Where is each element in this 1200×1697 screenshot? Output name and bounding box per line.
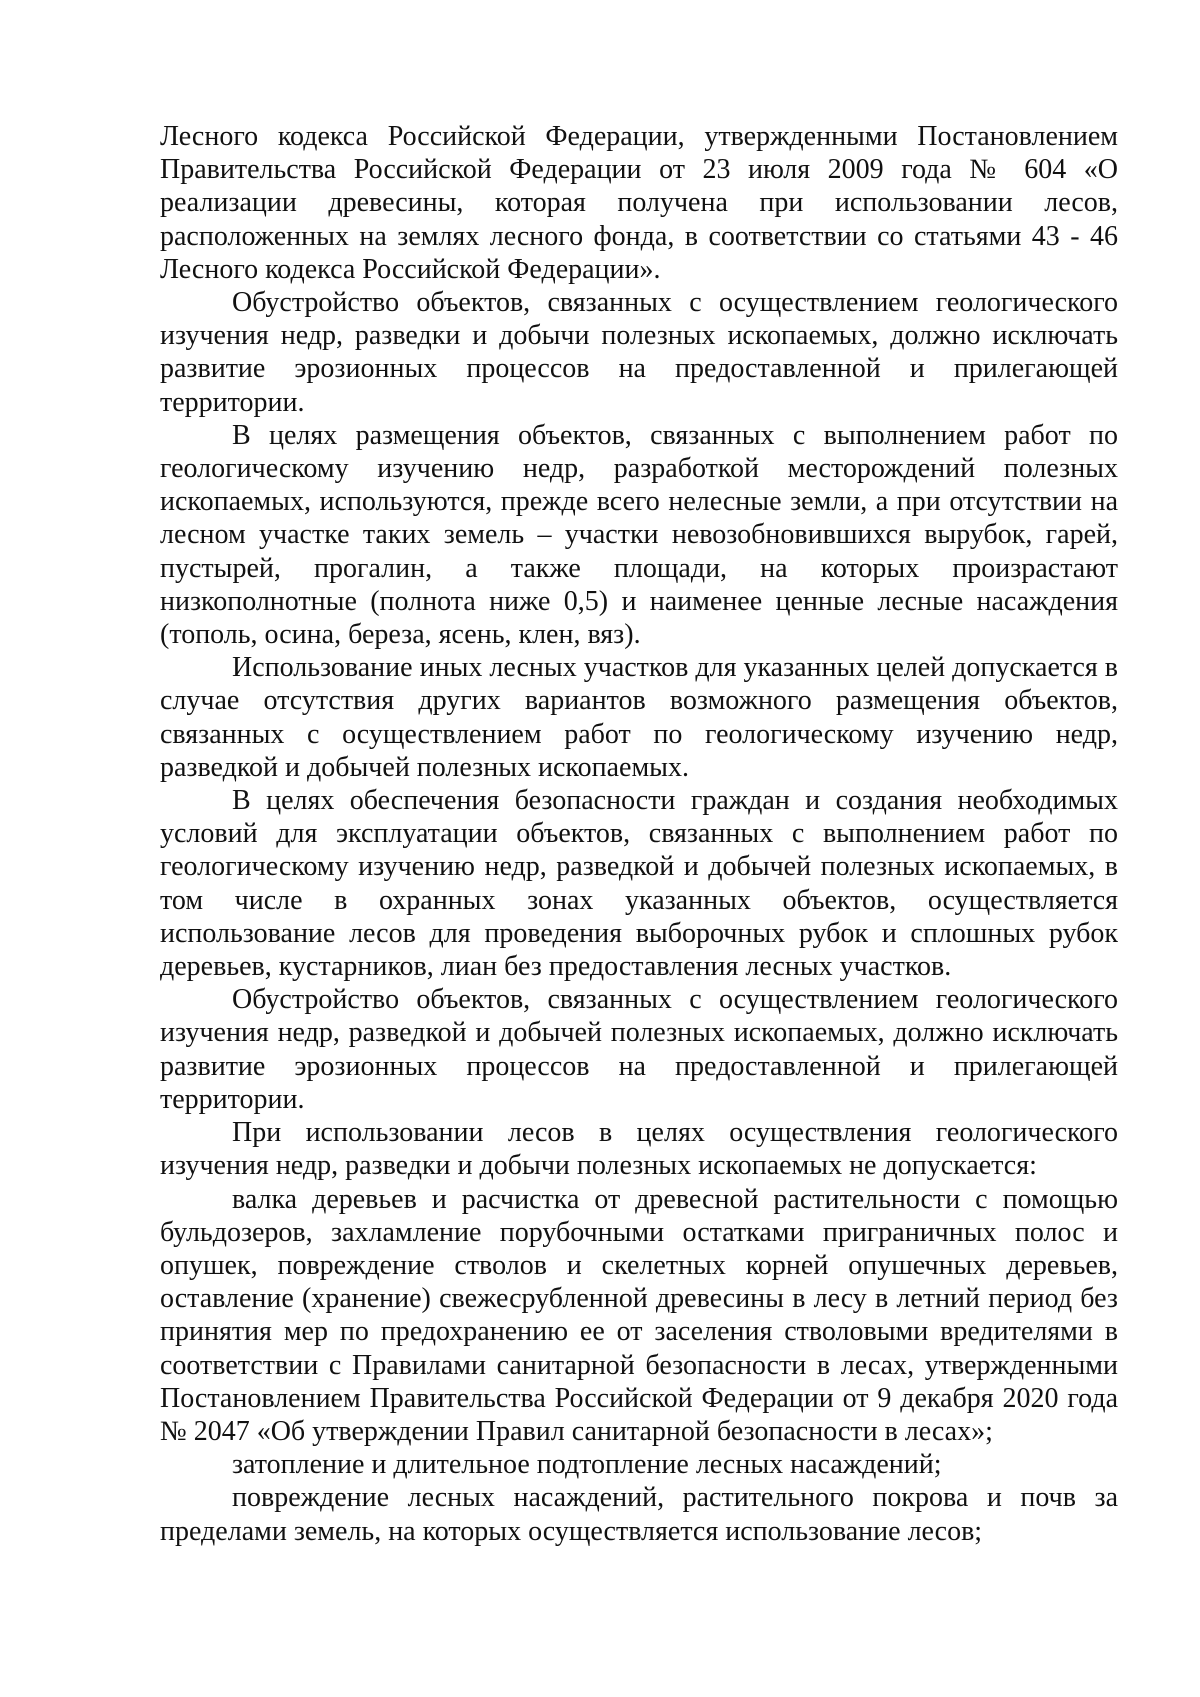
document-body <box>160 120 1118 1548</box>
paragraph-continuation: Лесного кодекса Российской Федерации, утвержденными Постановлением Правительства Российской Федерации от 23 июля 2009 года № 604 «О реализации древесины, которая получена при использовании лесов, расположенных на землях лесного фонда, в соответствии со статьями 43 - 46 Лесного кодекса Российской Федерации». <box>160 121 1118 285</box>
list-item-felling: валка деревьев и расчистка от древесной растительности с помощью бульдозеров, захламление порубочными остатками приграничных полос и опушек, повреждение стволов и скелетных корней опушечных деревьев, оставление (хранение) свежесрубленной древесины в лесу в летний период без принятия мер по предохранению ее от заселения стволовыми вредителями в соответствии с Правилами санитарной безопасности в лесах, утвержденными Постановлением Правительства Российской Федерации от 9 декабря 2020 года № 2047 «Об утверждении Правил санитарной безопасности в лесах»; <box>160 1183 1118 1447</box>
paragraph-safety: В целях обеспечения безопасности граждан и создания необходимых условий для эксплуатации объектов, связанных с выполнением работ по геологическому изучению недр, разведкой и добычей полезных ископаемых, в том числе в охранных зонах указанных объектов, осуществляется использование лесов для проведения выборочных рубок и сплошных рубок деревьев, кустарников, лиан без предоставления лесных участков. <box>160 785 1118 983</box>
list-item-damage: повреждение лесных насаждений, растительного покрова и почв за пределами земель, на которых осуществляется использование лесов; <box>160 1482 1118 1547</box>
paragraph-prohibitions-intro: При использовании лесов в целях осуществления геологического изучения недр, разведки и добычи полезных ископаемых не допускается: <box>160 1117 1118 1182</box>
list-item-flooding: затопление и длительное подтопление лесных насаждений; <box>232 1449 942 1481</box>
paragraph-placement: В целях размещения объектов, связанных с выполнением работ по геологическому изучению недр, разработкой месторождений полезных ископаемых, используются, прежде всего нелесные земли, а при отсутствии на лесном участке таких земель – участки невозобновившихся вырубок, гарей, пустырей, прогалин, а также площади, на которых произрастают низкополнотные (полнота ниже 0,5) и наименее ценные лесные насаждения (тополь, осина, береза, ясень, клен, вяз). <box>160 419 1118 651</box>
paragraph-erosion-2: Обустройство объектов, связанных с осуществлением геологического изучения недр, разведкой и добычей полезных ископаемых, должно исключать развитие эрозионных процессов на предоставленной и прилегающей территории. <box>160 984 1118 1115</box>
paragraph-other-plots: Использование иных лесных участков для указанных целей допускается в случае отсутствия других вариантов возможного размещения объектов, связанных с осуществлением работ по геологическому изучению недр, разведкой и добычей полезных ископаемых. <box>160 652 1118 783</box>
paragraph-erosion-1: Обустройство объектов, связанных с осуществлением геологического изучения недр, разведки и добычи полезных ископаемых, должно исключать развитие эрозионных процессов на предоставленной и прилегающей территории. <box>160 287 1118 418</box>
